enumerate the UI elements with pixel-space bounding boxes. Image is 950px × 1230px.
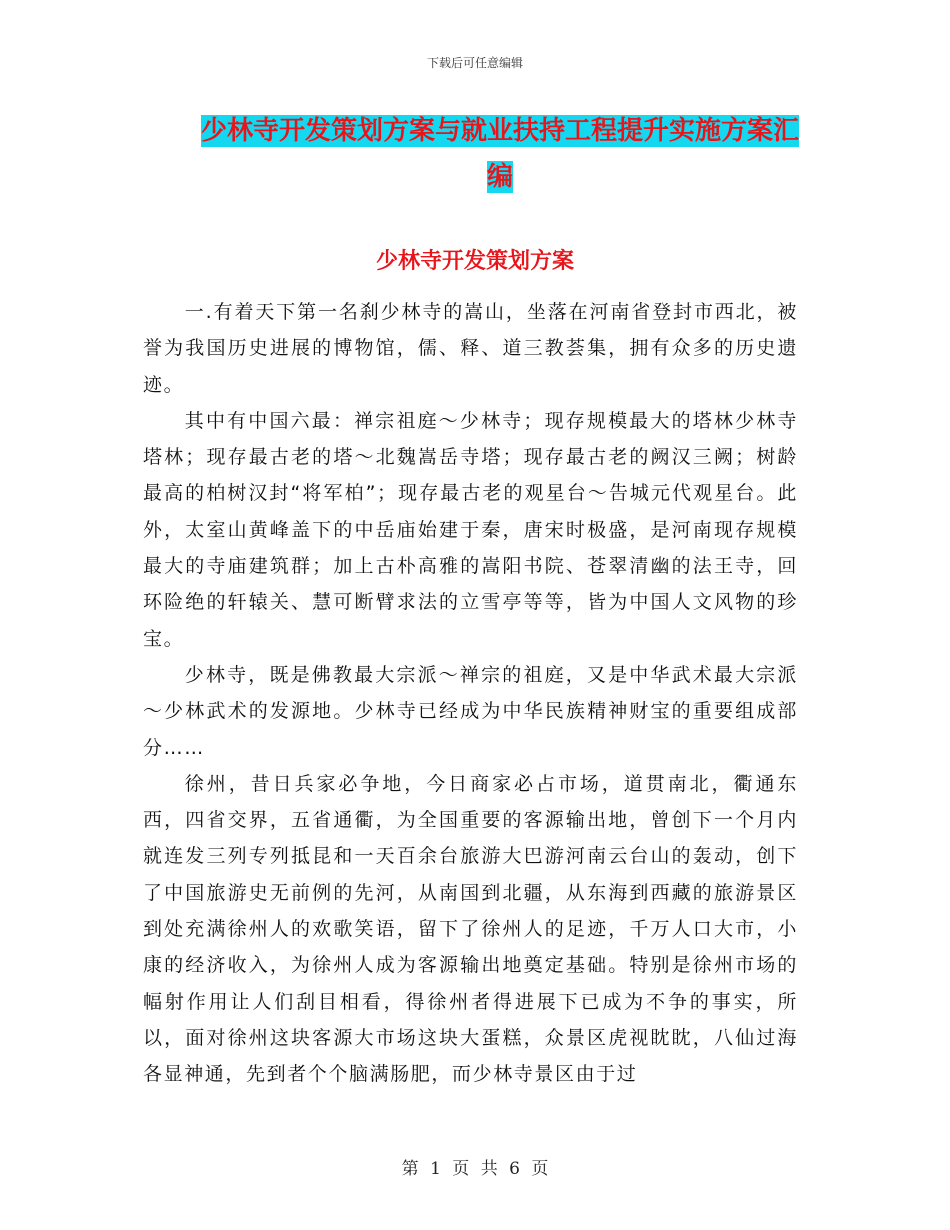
paragraph-4: 徐州，昔日兵家必争地，今日商家必占市场，道贯南北，衢通东西，四省交界，五省通衢，为全国重要的客源输出地，曾创下一个月内就连发三列专列抵昆和一天百余台旅游大巴游河南云台山的轰动，创下了中国旅游史无前例的先河，从南国到北疆，从东海到西藏的旅游景区到处充满徐州人的欢歌笑语，留下了徐州人的足迹，千万人口大市，小康的经济收入，为徐州人成为客源输出地奠定基础。特别是徐州市场的幅射作用让人们刮目相看，得徐州者得进展下已成为不争的事实，所以，面对徐州这块客源大市场这块大蛋糕，众景区虎视眈眈，八仙过海各显神通，先到者个个脑满肠肥，而少林寺景区由于过 — [143, 772, 798, 1086]
paragraph-3: 少林寺，既是佛教最大宗派～禅宗的祖庭，又是中华武术最大宗派～少林武术的发源地。少林寺已经成为中华民族精神财宝的重要组成部分…… — [143, 663, 798, 759]
paragraph-1: 一.有着天下第一名刹少林寺的嵩山，坐落在河南省登封市西北，被誉为我国历史进展的博物馆，儒、释、道三教荟集，拥有众多的历史遗迹。 — [143, 301, 798, 396]
page-header-note: 下载后可任意编辑 — [426, 56, 523, 70]
document-title — [195, 108, 805, 200]
section-heading: 少林寺开发策划方案 — [375, 249, 574, 274]
body-text — [143, 294, 798, 1093]
paragraph-2: 其中有中国六最：禅宗祖庭～少林寺；现存规模最大的塔林少林寺塔林；现存最古老的塔～北魏嵩岳寺塔；现存最古老的阙汉三阙；树龄最高的柏树汉封“将军柏”；现存最古老的观星台～告城元代观星台。此外，太室山黄峰盖下的中岳庙始建于秦，唐宋时极盛，是河南现存规模最大的寺庙建筑群；加上古朴高雅的嵩阳书院、苍翠清幽的法王寺，回环险绝的轩辕关、慧可断臂求法的立雪亭等等，皆为中国人文风物的珍宝。 — [143, 409, 798, 650]
document-title-text: 少林寺开发策划方案与就业扶持工程提升实施方案汇编 — [200, 116, 799, 192]
page-number-footer: 第 1 页 共 6 页 — [401, 1159, 549, 1179]
